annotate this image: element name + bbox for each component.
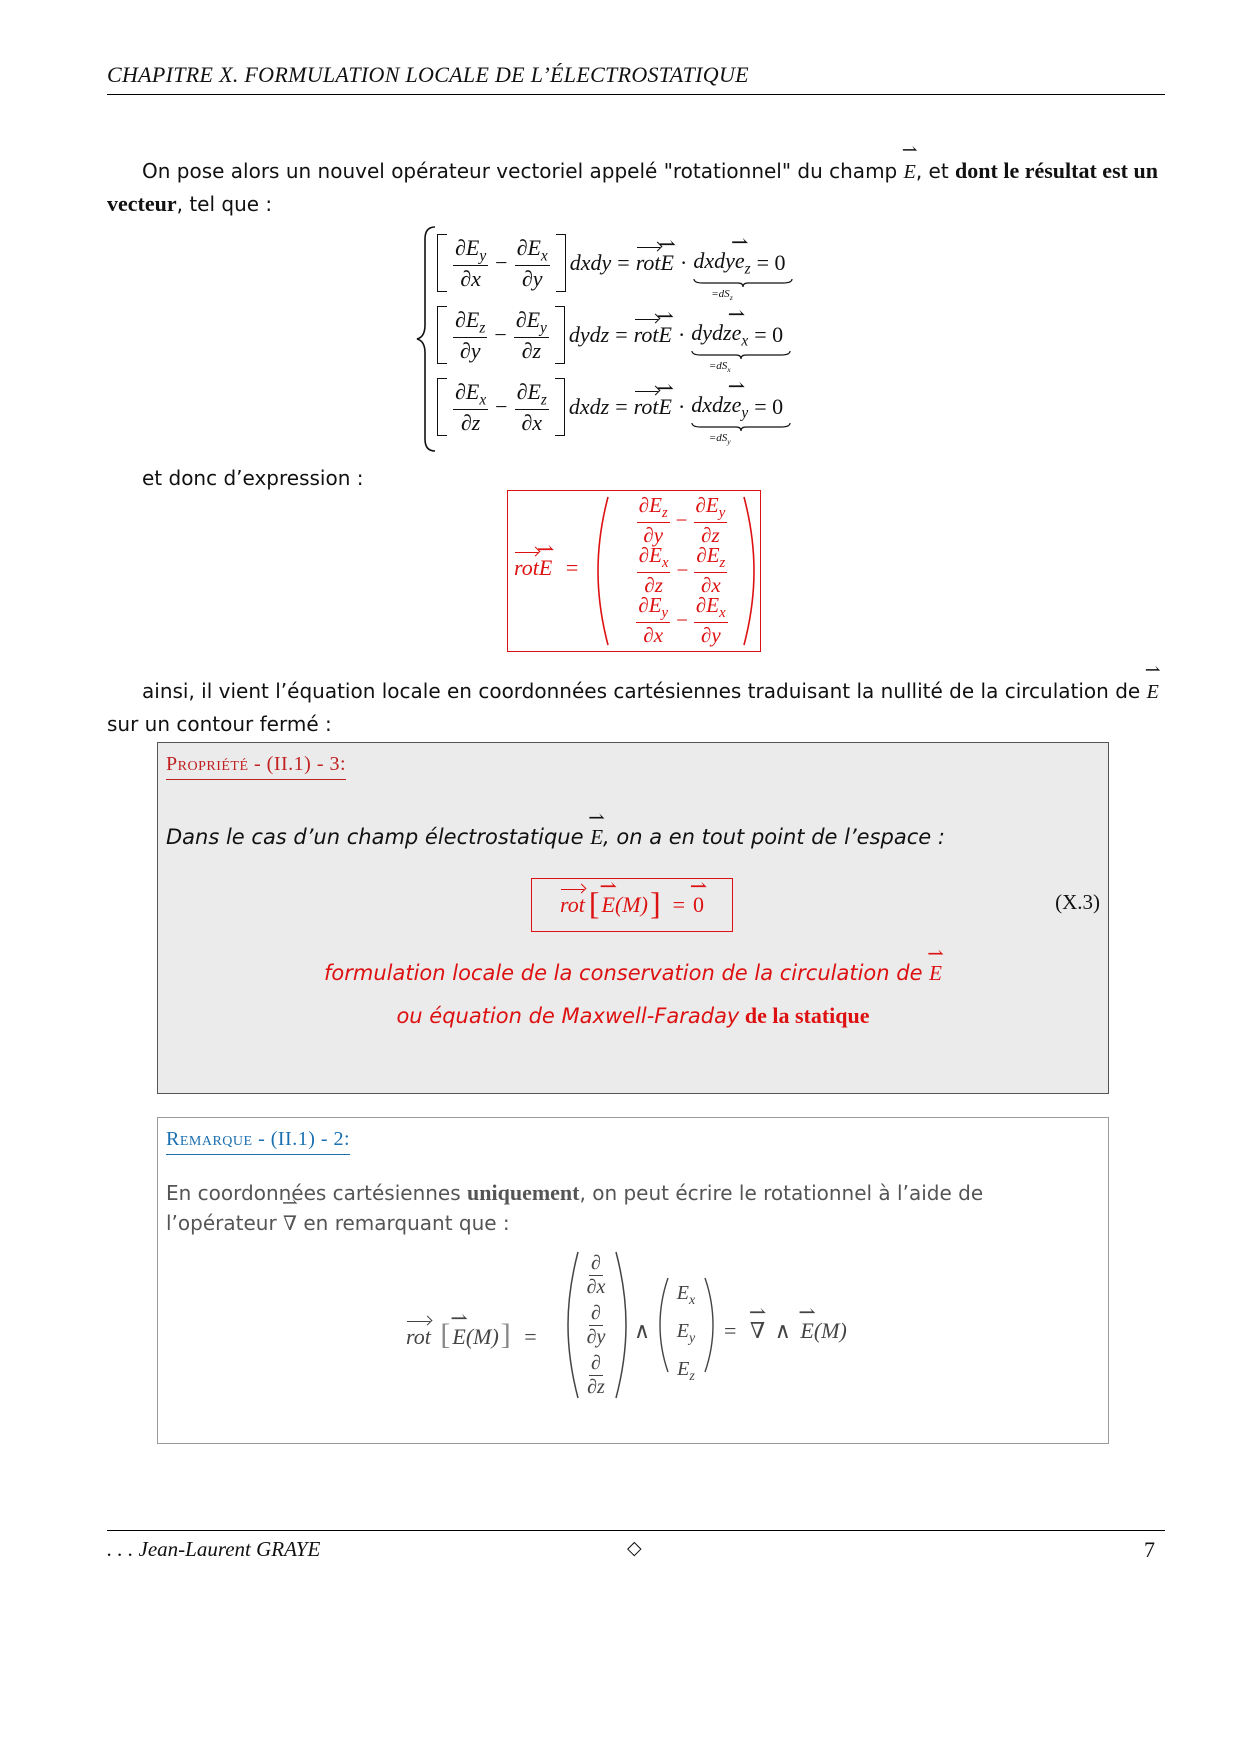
intro-bold-a: dont le résultat est un — [955, 158, 1158, 183]
page-header: CHAPITRE X. FORMULATION LOCALE DE L’ÉLECTROSTATIQUE — [107, 62, 749, 87]
nabla-cross-formula: rot [⇀ E(M)] = ∂ ∂x ∂ ∂y ∂ ∂z ∧ $E_x$ $E_y$ $E_z$ = ⇀ ∇ ∧ ⇀ E(M) — [158, 1248, 1108, 1428]
surface-element-y: dxdz⇀ $e_y$ $=dS_y$ — [691, 392, 748, 422]
system-row-1: $\frac{\partial E_y}{\partial x}$ − $\frac{\partial E_x}{\partial y}$ dxdy = rot ⇀ E · dxdy⇀ $e_z$ $=dS_z$ = 0 — [437, 227, 786, 299]
intro-bold-b: vecteur — [107, 191, 177, 216]
maxwell-faraday-equation: rot [ ⇀ E (M) ] = ⇀ 0 — [531, 878, 733, 932]
surface-element-z: dxdy⇀ $e_z$ $=dS_z$ — [693, 248, 750, 278]
footer-author: . . . Jean-Laurent GRAYE — [107, 1537, 321, 1561]
system-row-3: $\frac{\partial E_x}{\partial z}$ − $\frac{\partial E_z}{\partial x}$ dxdz = rot ⇀ E · dxdz⇀ $e_y$ $=dS_y$ = 0 — [437, 371, 783, 443]
rot-component-y: $\frac{\partial E_x}{\partial z}$ − $\frac{\partial E_z}{\partial x}$ — [638, 542, 726, 597]
diamond-icon: ◇ — [627, 1537, 642, 1559]
left-brace — [415, 225, 437, 453]
field-E: ⇀ E — [904, 156, 916, 188]
rot-expression-box — [507, 490, 761, 652]
intro-text-b: , et — [915, 159, 956, 183]
field-E: ⇀ E — [1147, 676, 1159, 708]
intro-text-a: On pose alors un nouvel opérateur vectoriel appelé "rotationnel" du champ — [142, 159, 904, 183]
property-title: Propriété - (II.1) - 3: — [166, 753, 346, 780]
property-text: Dans le cas d’un champ électrostatique ⇀ E, on a en tout point de l’espace : — [166, 825, 945, 850]
rot-component-x: $\frac{\partial E_z}{\partial y}$ − $\frac{\partial E_y}{\partial z}$ — [638, 492, 726, 547]
page-number: 7 — [1144, 1537, 1155, 1562]
nabla-icon: ⇀ ∇ — [283, 1209, 297, 1239]
remark-title: Remarque - (II.1) - 2: — [166, 1128, 350, 1155]
rot-expression-lhs: rot⇀ E = — [514, 555, 578, 581]
circulation-paragraph: ainsi, il vient l’équation locale en coordonnées cartésiennes traduisant la nullité de la circulation de ⇀ E sur un contour fermé : — [107, 675, 1165, 740]
remark-text: En coordonnées cartésiennes uniquement, on peut écrire le rotationnel à l’aide de l’opérateur ⇀ ∇ en remarquant que : — [166, 1178, 1100, 1239]
remark-box — [157, 1117, 1109, 1444]
intro-text-c: , tel que : — [176, 192, 273, 216]
surface-element-x: dydz⇀ $e_x$ $=dS_x$ — [691, 320, 748, 350]
header-rule — [107, 94, 1165, 95]
intro-paragraph — [107, 155, 1165, 220]
property-statement-line-1: formulation locale de la conservation de la circulation de ⇀ E — [158, 961, 1108, 986]
property-box — [157, 742, 1109, 1094]
nabla-column: ∂ ∂x ∂ ∂y ∂ ∂z — [586, 1251, 606, 1398]
rot-component-z: $\frac{\partial E_y}{\partial x}$ − $\frac{\partial E_x}{\partial y}$ — [638, 592, 726, 647]
footer-rule — [107, 1530, 1165, 1531]
equation-number: (X.3) — [1055, 890, 1100, 914]
property-statement-line-2: ou équation de Maxwell-Faraday de la statique — [396, 1003, 870, 1028]
field-components: $E_x$ $E_y$ $E_z$ — [676, 1282, 696, 1384]
rot-system — [415, 225, 875, 455]
expression-intro: et donc d’expression : — [142, 466, 364, 490]
left-paren — [596, 495, 610, 647]
system-row-2: $\frac{\partial E_z}{\partial y}$ − $\frac{\partial E_y}{\partial z}$ dydz = rot ⇀ E · dydz⇀ $e_x$ $=dS_x$ = 0 — [437, 299, 783, 371]
